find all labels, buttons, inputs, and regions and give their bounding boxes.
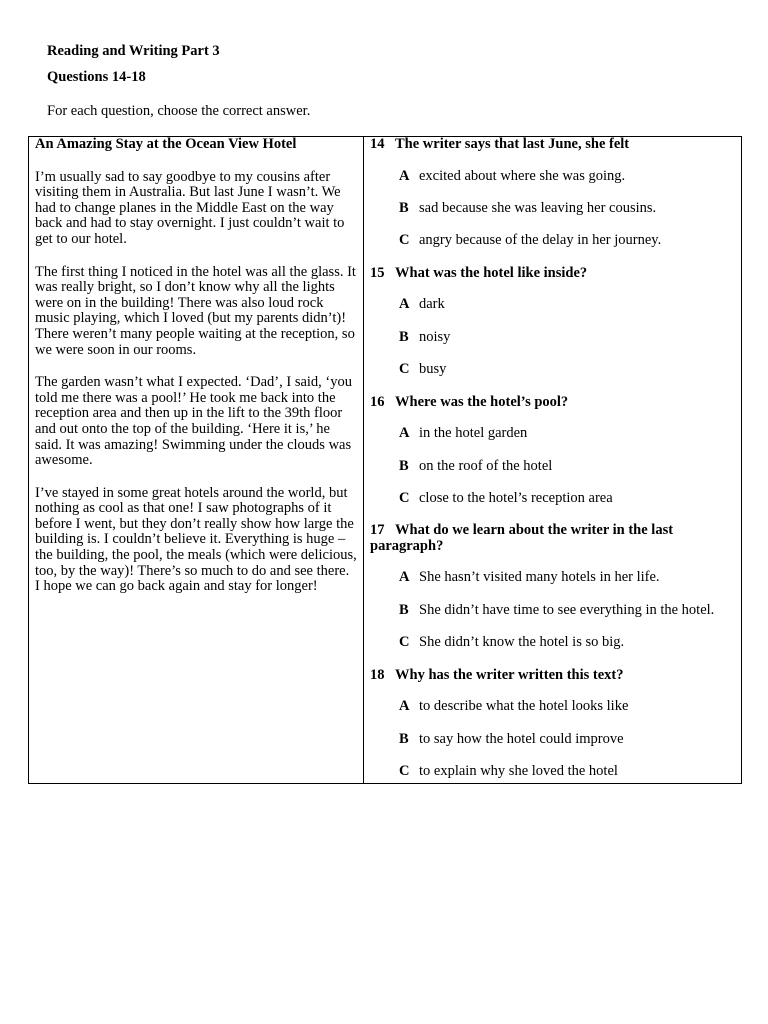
passage-paragraph: The garden wasn’t what I expected. ‘Dad’, I said, ‘you told me there was a pool!’ He took me back into the reception area and then up in the lift to the 39th floor and out onto the top of the building. ‘Here it is,’ he said. It was amazing! Swimming under the clouds was awesome. bbox=[35, 374, 353, 469]
answer-option-a[interactable] bbox=[399, 426, 735, 442]
option-text: sad because she was leaving her cousins. bbox=[419, 199, 657, 216]
option-letter: A bbox=[399, 569, 410, 586]
question-stem bbox=[370, 523, 735, 554]
passage-paragraph: I’ve stayed in some great hotels around the world, but nothing as cool as that one! I saw photographs of it before I went, but they don’t really show how large the building is. I couldn’t believe it. Everything is huge – the building, the pool, the meals (which were delicious, too, by the way)! There’s so much to do and see there. I hope we can go back again and stay for longer! bbox=[35, 484, 357, 595]
option-text: noisy bbox=[419, 328, 451, 345]
option-text: She didn’t know the hotel is so big. bbox=[419, 634, 625, 651]
option-letter: A bbox=[399, 425, 410, 442]
question-stem bbox=[370, 137, 735, 153]
option-letter: B bbox=[399, 601, 409, 618]
option-text: busy bbox=[419, 361, 447, 378]
option-text: angry because of the delay in her journey. bbox=[419, 232, 662, 249]
question-number: 14 bbox=[370, 136, 385, 152]
question-17 bbox=[370, 523, 735, 651]
question-stem bbox=[370, 395, 735, 411]
page-title: Reading and Writing Part 3 bbox=[47, 43, 220, 59]
option-text: in the hotel garden bbox=[419, 425, 528, 442]
option-letter: B bbox=[399, 199, 409, 216]
answer-option-a[interactable] bbox=[399, 169, 735, 185]
answer-option-a[interactable] bbox=[399, 570, 735, 586]
option-letter: C bbox=[399, 489, 410, 506]
instruction-text: For each question, choose the correct answer. bbox=[47, 103, 311, 119]
option-letter: A bbox=[399, 167, 410, 184]
questions-column bbox=[364, 137, 741, 783]
option-letter: C bbox=[399, 361, 410, 378]
option-letter: A bbox=[399, 698, 410, 715]
answer-option-c[interactable] bbox=[399, 635, 735, 651]
answer-option-c[interactable] bbox=[399, 362, 735, 378]
option-text: to say how the hotel could improve bbox=[419, 730, 624, 747]
page-subtitle: Questions 14-18 bbox=[47, 69, 146, 85]
option-letter: C bbox=[399, 763, 410, 780]
option-text: on the roof of the hotel bbox=[419, 457, 553, 474]
option-letter: A bbox=[399, 296, 410, 313]
answer-option-b[interactable] bbox=[399, 603, 735, 619]
question-18 bbox=[370, 668, 735, 780]
question-number: 15 bbox=[370, 264, 385, 281]
option-text: close to the hotel’s reception area bbox=[419, 489, 613, 506]
exam-table bbox=[28, 136, 742, 784]
question-text: What do we learn about the writer in the last paragraph? bbox=[370, 522, 674, 554]
option-text: dark bbox=[419, 296, 445, 313]
answer-option-a[interactable] bbox=[399, 297, 735, 313]
passage-column bbox=[29, 137, 364, 783]
question-text: Why has the writer written this text? bbox=[395, 666, 624, 683]
passage-title: An Amazing Stay at the Ocean View Hotel bbox=[35, 136, 297, 152]
question-number: 17 bbox=[370, 522, 385, 539]
option-letter: B bbox=[399, 328, 409, 345]
option-text: excited about where she was going. bbox=[419, 167, 626, 184]
question-14 bbox=[370, 137, 735, 249]
question-15 bbox=[370, 266, 735, 378]
question-stem bbox=[370, 668, 735, 684]
answer-option-c[interactable] bbox=[399, 233, 735, 249]
question-text: What was the hotel like inside? bbox=[395, 264, 588, 281]
question-16 bbox=[370, 395, 735, 507]
answer-option-a[interactable] bbox=[399, 699, 735, 715]
option-letter: B bbox=[399, 457, 409, 474]
answer-option-c[interactable] bbox=[399, 764, 735, 780]
option-text: to describe what the hotel looks like bbox=[419, 698, 629, 715]
option-letter: C bbox=[399, 232, 410, 249]
question-text: The writer says that last June, she felt bbox=[395, 136, 630, 152]
answer-option-b[interactable] bbox=[399, 330, 735, 346]
option-letter: B bbox=[399, 730, 409, 747]
option-text: to explain why she loved the hotel bbox=[419, 763, 618, 780]
answer-option-b[interactable] bbox=[399, 459, 735, 475]
question-number: 16 bbox=[370, 393, 385, 410]
answer-option-c[interactable] bbox=[399, 491, 735, 507]
question-number: 18 bbox=[370, 666, 385, 683]
option-letter: C bbox=[399, 634, 410, 651]
option-text: She hasn’t visited many hotels in her life. bbox=[419, 569, 660, 586]
option-text: She didn’t have time to see everything in the hotel. bbox=[419, 601, 715, 618]
passage-paragraph: I’m usually sad to say goodbye to my cousins after visiting them in Australia. But last June I wasn’t. We had to change planes in the Middle East on the way back and had to stay overnight. I just couldn’t wait to get to our hotel. bbox=[35, 168, 345, 247]
answer-option-b[interactable] bbox=[399, 732, 735, 748]
passage-paragraph: The first thing I noticed in the hotel was all the glass. It was really bright, so I don’t know why all the lights were on in the building! There was also loud rock music playing, which I loved (but my parents didn’t)! There weren’t many people waiting at the reception, so we were soon in our rooms. bbox=[35, 263, 356, 358]
answer-option-b[interactable] bbox=[399, 201, 735, 217]
question-stem bbox=[370, 266, 735, 282]
question-text: Where was the hotel’s pool? bbox=[395, 393, 569, 410]
